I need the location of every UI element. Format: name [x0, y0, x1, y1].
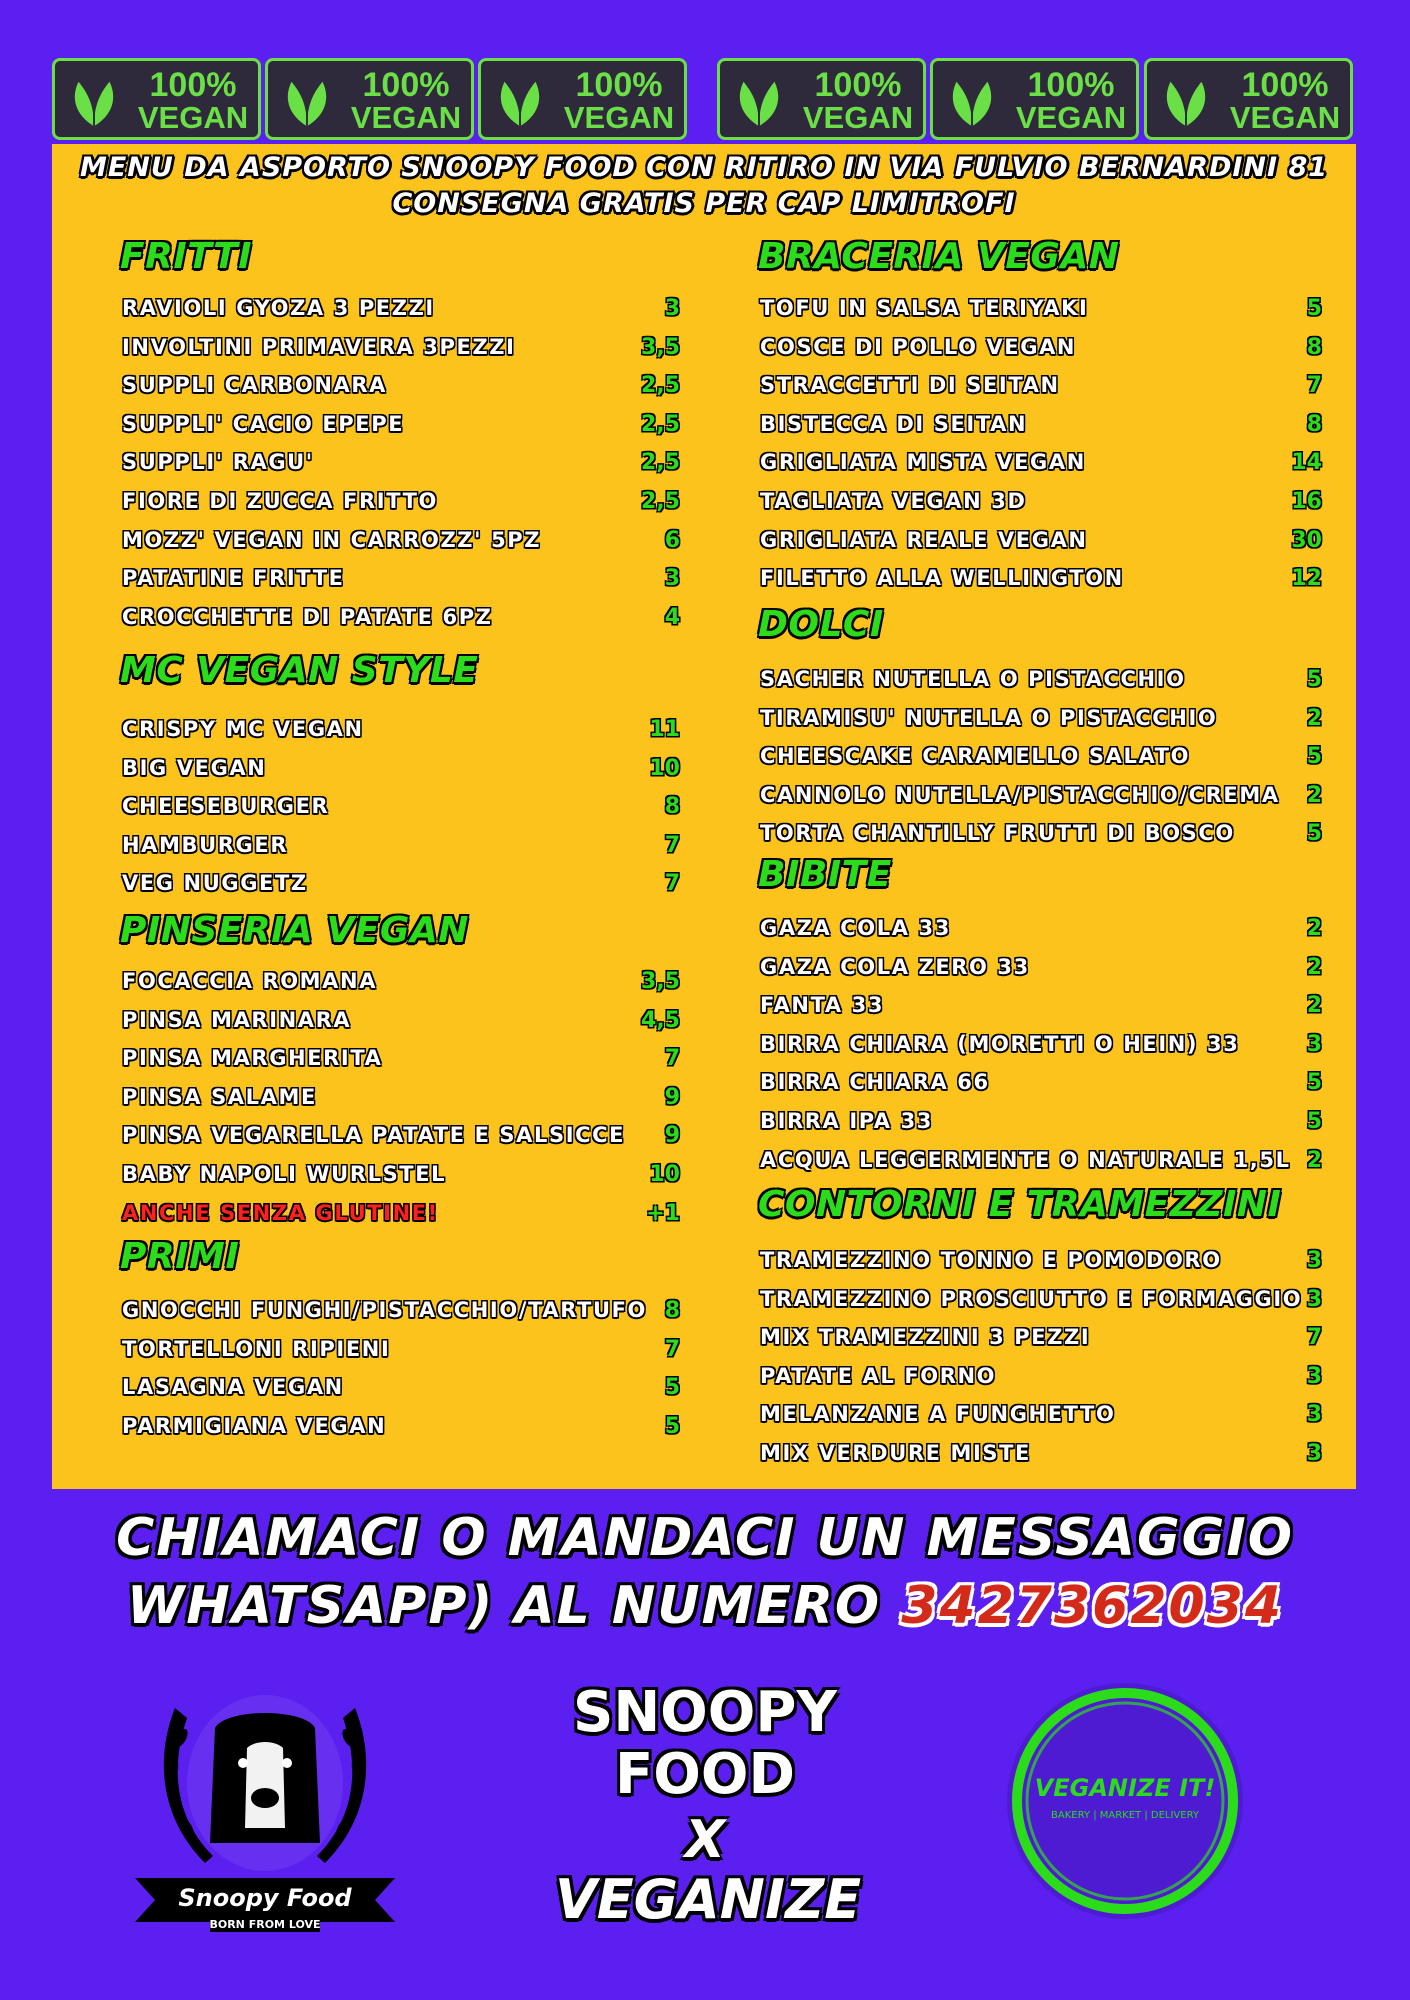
badge-percent: 100% [575, 66, 663, 104]
menu-item-price: 8 [1306, 411, 1322, 437]
badge-label: VEGAN [1229, 100, 1341, 135]
menu-item-price: 2,5 [641, 450, 680, 476]
phone-number[interactable]: 3427362034 [901, 1576, 1284, 1636]
menu-item-name: MIX VERDURE MISTE [760, 1441, 1031, 1465]
menu-item-price: 3,5 [641, 334, 680, 360]
call-line-1: CHIAMACI O MANDACI UN MESSAGGIO [116, 1508, 1294, 1568]
menu-item-price: 3 [1306, 1031, 1322, 1057]
snoopy-food-logo [115, 1678, 415, 1938]
section-title: BRACERIA VEGAN [758, 236, 1120, 277]
menu-item-name: PINSA SALAME [122, 1084, 317, 1109]
menu-item-price: 8 [1306, 334, 1322, 360]
veganize-it-logo [1000, 1676, 1250, 1926]
menu-item-price: 2 [1306, 705, 1322, 731]
menu-item-price: 10 [649, 755, 680, 781]
menu-item-name: TIRAMISU' NUTELLA O PISTACCHIO [760, 705, 1218, 730]
menu-item-price: 7 [664, 832, 680, 858]
brand-line-1: SNOOPY [572, 1680, 837, 1745]
menu-item-name: BISTECCA DI SEITAN [760, 411, 1028, 436]
logo-right-name: VEGANIZE IT! [1034, 1774, 1216, 1802]
vegan-badge [930, 58, 1139, 140]
vegan-badge [52, 58, 261, 140]
menu-item-price: 2,5 [641, 373, 680, 399]
leaf-icon [730, 75, 788, 131]
menu-item-price: 2 [1306, 782, 1322, 808]
menu-item-price: 16 [1291, 489, 1322, 514]
menu-item-name: MIX TRAMEZZINI 3 PEZZI [760, 1325, 1091, 1350]
menu-item-name: PATATINE FRITTE [122, 566, 345, 591]
menu-item-price: +1 [646, 1200, 680, 1226]
menu-item-price: 9 [664, 1084, 680, 1110]
menu-item-name: TOFU IN SALSA TERIYAKI [760, 296, 1089, 320]
badge-percent: 100% [1027, 66, 1115, 104]
menu-item-price: 3 [664, 566, 680, 592]
menu-item-price: 5 [1306, 667, 1322, 692]
call-prefix: WHATSAPP) AL NUMERO [126, 1576, 902, 1636]
menu-item-name: PINSA MARINARA [122, 1007, 352, 1032]
vegan-badge [478, 58, 687, 140]
badge-label: VEGAN [137, 100, 249, 135]
leaf-icon [1157, 75, 1215, 131]
menu-item-price: 5 [664, 1413, 680, 1439]
section-title: PINSERIA VEGAN [120, 910, 469, 951]
menu-item-name: FOCACCIA ROMANA [122, 969, 378, 993]
menu-item-name: STRACCETTI DI SEITAN [760, 373, 1060, 398]
menu-item-price: 2,5 [641, 489, 680, 514]
menu-item-name: GRIGLIATA MISTA VEGAN [760, 450, 1086, 475]
header-line-1: MENU DA ASPORTO SNOOPY FOOD CON RITIRO IN VIA FULVIO BERNARDINI 81 [79, 152, 1329, 183]
call-line-2 [0, 1576, 1410, 1636]
section-title: PRIMI [120, 1236, 240, 1277]
leaf-icon [65, 75, 123, 131]
menu-item-name: FANTA 33 [760, 993, 885, 1018]
menu-item-name: SACHER NUTELLA O PISTACCHIO [760, 667, 1186, 691]
menu-item-name: GRIGLIATA REALE VEGAN [760, 527, 1088, 552]
logo-right-tagline: BAKERY | MARKET | DELIVERY [1051, 1810, 1199, 1821]
badge-percent: 100% [814, 66, 902, 104]
menu-item-name: CROCCHETTE DI PATATE 6PZ [122, 604, 493, 629]
menu-item-price: 3 [1306, 1402, 1322, 1428]
menu-item-name: GNOCCHI FUNGHI/PISTACCHIO/TARTUFO [122, 1298, 648, 1322]
badge-label: VEGAN [802, 100, 914, 135]
menu-item-price: 10 [649, 1162, 680, 1187]
menu-item-name: ANCHE SENZA GLUTINE! [122, 1200, 439, 1225]
brand-line-4: VEGANIZE [555, 1868, 862, 1931]
menu-item-price: 4 [664, 604, 680, 630]
badge-percent: 100% [149, 66, 237, 104]
menu-item-price: 4,5 [641, 1007, 680, 1033]
menu-item-name: PATATE AL FORNO [760, 1363, 997, 1388]
menu-item-price: 7 [664, 1046, 680, 1072]
vegan-badge [1144, 58, 1353, 140]
menu-item-name: MELANZANE A FUNGHETTO [760, 1402, 1116, 1427]
menu-item-price: 2 [1306, 916, 1322, 941]
menu-item-name: ACQUA LEGGERMENTE O NATURALE 1,5L [760, 1147, 1291, 1172]
menu-item-name: CRISPY MC VEGAN [122, 717, 364, 741]
menu-item-name: COSCE DI POLLO VEGAN [760, 334, 1077, 359]
menu-item-name: PINSA VEGARELLA PATATE E SALSICCE [122, 1123, 626, 1148]
menu-item-price: 2 [1306, 954, 1322, 980]
badge-label: VEGAN [1015, 100, 1127, 135]
menu-item-name: MOZZ' VEGAN IN CARROZZ' 5PZ [122, 527, 542, 552]
menu-item-name: PINSA MARGHERITA [122, 1046, 383, 1071]
menu-item-name: TAGLIATA VEGAN 3D [760, 489, 1027, 513]
menu-item-price: 2 [1306, 1147, 1322, 1173]
leaf-icon [943, 75, 1001, 131]
menu-item-price: 7 [664, 871, 680, 897]
menu-item-price: 5 [1306, 821, 1322, 847]
menu-item-name: TORTELLONI RIPIENI [122, 1336, 391, 1361]
brand-line-2: FOOD [615, 1742, 795, 1807]
menu-item-name: FIORE DI ZUCCA FRITTO [122, 489, 438, 513]
menu-item-name: GAZA COLA ZERO 33 [760, 954, 1030, 979]
leaf-icon [491, 75, 549, 131]
menu-item-price: 7 [664, 1336, 680, 1362]
badge-label: VEGAN [350, 100, 462, 135]
menu-item-name: GAZA COLA 33 [760, 916, 951, 940]
section-title: FRITTI [120, 236, 253, 277]
menu-item-name: CHEESCAKE CARAMELLO SALATO [760, 744, 1191, 769]
menu-item-name: BIG VEGAN [122, 755, 267, 780]
menu-item-price: 3 [1306, 1441, 1322, 1466]
menu-item-price: 3,5 [641, 969, 680, 994]
vegan-badge [265, 58, 474, 140]
menu-item-name: BABY NAPOLI WURLSTEL [122, 1162, 447, 1186]
menu-item-price: 3 [664, 296, 680, 321]
menu-item-name: BIRRA CHIARA (MORETTI O HEIN) 33 [760, 1031, 1240, 1056]
menu-item-price: 5 [1306, 1070, 1322, 1096]
badge-percent: 100% [1241, 66, 1329, 104]
menu-item-price: 5 [1306, 296, 1322, 321]
menu-item-name: TORTA CHANTILLY FRUTTI DI BOSCO [760, 821, 1235, 846]
menu-item-price: 5 [664, 1375, 680, 1401]
menu-item-name: INVOLTINI PRIMAVERA 3PEZZI [122, 334, 516, 359]
badge-percent: 100% [362, 66, 450, 104]
menu-item-name: TRAMEZZINO TONNO E POMODORO [760, 1248, 1222, 1272]
menu-item-name: SUPPLI' RAGU' [122, 450, 314, 475]
menu-item-name: VEG NUGGETZ [122, 871, 308, 896]
menu-item-name: FILETTO ALLA WELLINGTON [760, 566, 1124, 591]
menu-item-price: 2,5 [641, 411, 680, 437]
menu-item-price: 3 [1306, 1248, 1322, 1273]
menu-item-name: LASAGNA VEGAN [122, 1375, 344, 1400]
badge-label: VEGAN [563, 100, 675, 135]
menu-item-price: 7 [1306, 1325, 1322, 1351]
menu-item-name: CHEESEBURGER [122, 794, 330, 819]
menu-item-name: HAMBURGER [122, 832, 289, 857]
menu-panel [52, 144, 1356, 1489]
menu-item-price: 30 [1291, 527, 1322, 553]
menu-item-name: CANNOLO NUTELLA/PISTACCHIO/CREMA [760, 782, 1280, 807]
leaf-icon [278, 75, 336, 131]
logo-left-name: Snoopy Food [178, 1884, 352, 1912]
menu-item-price: 8 [664, 1298, 680, 1323]
menu-item-price: 12 [1291, 566, 1322, 592]
section-title: BIBITE [758, 854, 892, 895]
menu-item-name: RAVIOLI GYOZA 3 PEZZI [122, 296, 435, 320]
menu-item-price: 5 [1306, 1109, 1322, 1134]
menu-item-price: 8 [664, 794, 680, 820]
header-line-2: CONSEGNA GRATIS PER CAP LIMITROFI [392, 188, 1016, 219]
menu-item-price: 9 [664, 1123, 680, 1149]
menu-item-name: SUPPLI CARBONARA [122, 373, 388, 398]
menu-item-price: 11 [649, 717, 680, 742]
vegan-badge [717, 58, 926, 140]
menu-item-price: 3 [1306, 1286, 1322, 1312]
menu-item-name: BIRRA CHIARA 66 [760, 1070, 990, 1095]
menu-item-price: 6 [664, 527, 680, 553]
brand-line-3: X [684, 1810, 726, 1870]
section-title: MC VEGAN STYLE [120, 650, 479, 691]
section-title: CONTORNI E TRAMEZZINI [758, 1184, 1282, 1225]
logo-left-tagline: BORN FROM LOVE [209, 1918, 321, 1931]
menu-item-name: PARMIGIANA VEGAN [122, 1413, 387, 1438]
menu-item-price: 2 [1306, 993, 1322, 1019]
menu-item-price: 14 [1291, 450, 1322, 476]
menu-item-price: 7 [1306, 373, 1322, 399]
menu-item-name: SUPPLI' CACIO EPEPE [122, 411, 405, 436]
menu-item-name: BIRRA IPA 33 [760, 1109, 933, 1133]
menu-item-price: 5 [1306, 744, 1322, 770]
menu-item-name: TRAMEZZINO PROSCIUTTO E FORMAGGIO [760, 1286, 1303, 1311]
menu-item-price: 3 [1306, 1363, 1322, 1389]
section-title: DOLCI [758, 604, 884, 645]
